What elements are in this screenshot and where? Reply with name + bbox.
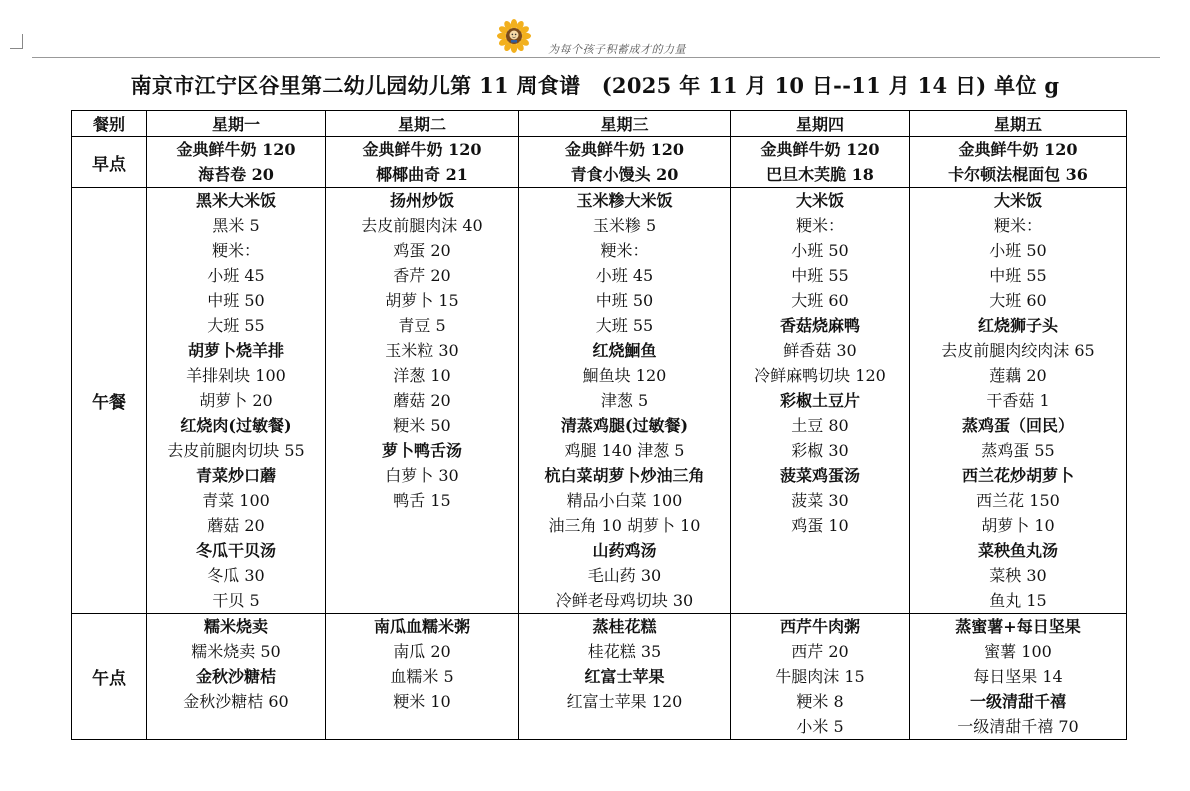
ingredient-line: 粳米 50 bbox=[393, 416, 451, 435]
dish-name: 萝卜鸭舌汤 bbox=[381, 441, 462, 460]
dish-name: 西芹牛肉粥 bbox=[779, 617, 860, 636]
column-header-day: 星期五 bbox=[910, 111, 1127, 137]
dish-name: 红烧鮰鱼 bbox=[592, 341, 657, 360]
ingredient-line: 冷鲜麻鸭切块 120 bbox=[754, 366, 886, 385]
dish-name: 蒸蜜薯+每日坚果 bbox=[955, 617, 1081, 636]
ingredient-line: 蘑菇 20 bbox=[393, 391, 451, 410]
ingredient-line: 干香菇 1 bbox=[986, 391, 1050, 410]
afternoon-snack-row bbox=[72, 614, 1127, 740]
meal-type-label: 午点 bbox=[72, 614, 147, 740]
ingredient-line: 鮰鱼块 120 bbox=[582, 366, 667, 385]
dish-name: 清蒸鸡腿(过敏餐) bbox=[560, 416, 689, 435]
ingredient-line: 香芹 20 bbox=[393, 266, 451, 285]
table-header-row bbox=[72, 111, 1127, 137]
ingredient-line: 中班 55 bbox=[989, 266, 1047, 285]
dish-name: 糯米烧卖 bbox=[203, 617, 268, 636]
ingredient-line: 大班 55 bbox=[207, 316, 265, 335]
ingredient-line: 菜秧 30 bbox=[989, 566, 1047, 585]
ingredient-line: 大班 55 bbox=[595, 316, 654, 335]
ingredient-line: 大班 60 bbox=[989, 291, 1047, 310]
ingredient-line: 胡萝卜 15 bbox=[385, 291, 459, 310]
ingredient-line: 洋葱 10 bbox=[393, 366, 451, 385]
ingredient-line: 鸡蛋 10 bbox=[791, 516, 849, 535]
ingredient-line: 中班 50 bbox=[595, 291, 654, 310]
ingredient-line: 去皮前腿肉绞肉沫 65 bbox=[941, 341, 1095, 360]
ingredient-line: 去皮前腿肉切块 55 bbox=[167, 441, 305, 460]
dish-name: 红富士苹果 bbox=[584, 667, 665, 686]
dish-name: 杭白菜胡萝卜炒油三角 bbox=[544, 466, 705, 485]
ingredient-line: 西芹 20 bbox=[791, 642, 849, 661]
ingredient-line: 蘑菇 20 bbox=[207, 516, 265, 535]
ingredient-line: 金秋沙糖桔 60 bbox=[183, 692, 289, 711]
ingredient-line: 干贝 5 bbox=[212, 591, 260, 610]
dish-name: 卡尔顿法棍面包 36 bbox=[948, 165, 1088, 184]
menu-cell bbox=[326, 188, 519, 614]
menu-cell bbox=[326, 137, 519, 188]
ingredient-line: 大班 60 bbox=[791, 291, 849, 310]
ingredient-line: 中班 55 bbox=[791, 266, 849, 285]
ingredient-line: 中班 50 bbox=[207, 291, 265, 310]
dish-name: 扬州炒饭 bbox=[389, 191, 454, 210]
dish-name: 南瓜血糯米粥 bbox=[373, 617, 470, 636]
page-corner-mark bbox=[10, 34, 23, 49]
page-title: 南京市江宁区谷里第二幼儿园幼儿第 11 周食谱 (2025 年 11 月 10 日--11 月 14 日) 单位 g bbox=[130, 73, 1060, 98]
ingredient-line: 青豆 5 bbox=[398, 316, 446, 335]
dish-name: 金秋沙糖桔 bbox=[195, 667, 276, 686]
ingredient-line: 胡萝卜 20 bbox=[199, 391, 273, 410]
lunch-row bbox=[72, 188, 1127, 614]
dish-name: 金典鲜牛奶 120 bbox=[565, 140, 684, 159]
column-header-day: 星期一 bbox=[147, 111, 326, 137]
header-divider bbox=[32, 57, 1160, 58]
ingredient-line: 鸭舌 15 bbox=[393, 491, 451, 510]
ingredient-line: 红富士苹果 120 bbox=[566, 692, 683, 711]
ingredient-line: 去皮前腿肉沫 40 bbox=[361, 216, 483, 235]
dish-name: 玉米糁大米饭 bbox=[576, 191, 673, 210]
ingredient-line: 桂花糕 35 bbox=[587, 642, 662, 661]
ingredient-line: 白萝卜 30 bbox=[385, 466, 459, 485]
ingredient-line: 小班 45 bbox=[595, 266, 654, 285]
dish-name: 菠菜鸡蛋汤 bbox=[779, 466, 860, 485]
ingredient-line: 小班 45 bbox=[207, 266, 265, 285]
ingredient-line: 冬瓜 30 bbox=[207, 566, 265, 585]
dish-name: 香菇烧麻鸭 bbox=[779, 316, 860, 335]
dish-name: 西兰花炒胡萝卜 bbox=[961, 466, 1074, 485]
dish-name: 金典鲜牛奶 120 bbox=[958, 140, 1078, 159]
ingredient-line: 毛山药 30 bbox=[587, 566, 662, 585]
dish-name: 蒸鸡蛋（回民） bbox=[961, 416, 1074, 435]
ingredient-line: 小班 50 bbox=[989, 241, 1047, 260]
meal-type-label: 早点 bbox=[72, 137, 147, 188]
ingredient-line: 鸡蛋 20 bbox=[393, 241, 451, 260]
dish-name: 菜秧鱼丸汤 bbox=[977, 541, 1058, 560]
menu-cell bbox=[147, 188, 326, 614]
ingredient-line: 菠菜 30 bbox=[791, 491, 849, 510]
menu-cell bbox=[910, 188, 1127, 614]
dish-name: 椰椰曲奇 21 bbox=[376, 165, 468, 184]
menu-cell bbox=[731, 188, 910, 614]
weekly-menu-table bbox=[71, 110, 1127, 740]
ingredient-line: 胡萝卜 10 bbox=[981, 516, 1055, 535]
ingredient-line: 血糯米 5 bbox=[390, 667, 454, 686]
sunflower-logo-icon bbox=[497, 19, 531, 53]
ingredient-line: 莲藕 20 bbox=[989, 366, 1047, 385]
menu-cell bbox=[326, 614, 519, 740]
dish-name: 金典鲜牛奶 120 bbox=[362, 140, 482, 159]
ingredient-line: 彩椒 30 bbox=[791, 441, 849, 460]
dish-name: 金典鲜牛奶 120 bbox=[176, 140, 296, 159]
dish-name: 红烧狮子头 bbox=[977, 316, 1058, 335]
ingredient-line: 粳米： bbox=[795, 216, 844, 235]
dish-name: 金典鲜牛奶 120 bbox=[760, 140, 880, 159]
menu-cell bbox=[519, 614, 731, 740]
ingredient-line: 每日坚果 14 bbox=[973, 667, 1063, 686]
dish-name: 冬瓜干贝汤 bbox=[195, 541, 276, 560]
column-header-day: 星期四 bbox=[731, 111, 910, 137]
ingredient-line: 牛腿肉沫 15 bbox=[775, 667, 865, 686]
ingredient-line: 黑米 5 bbox=[212, 216, 260, 235]
ingredient-line: 小米 5 bbox=[796, 717, 844, 736]
ingredient-line: 鲜香菇 30 bbox=[783, 341, 857, 360]
ingredient-line: 粳米： bbox=[600, 241, 649, 260]
dish-name: 胡萝卜烧羊排 bbox=[187, 341, 284, 360]
dish-name: 大米饭 bbox=[993, 191, 1042, 210]
ingredient-line: 羊排剁块 100 bbox=[186, 366, 286, 385]
dish-name: 黑米大米饭 bbox=[195, 191, 276, 210]
dish-name: 青食小馒头 20 bbox=[570, 165, 679, 184]
ingredient-line: 津葱 5 bbox=[600, 391, 649, 410]
ingredient-line: 精品小白菜 100 bbox=[566, 491, 683, 510]
ingredient-line: 小班 50 bbox=[791, 241, 849, 260]
column-header-day: 星期二 bbox=[326, 111, 519, 137]
column-header-day: 星期三 bbox=[519, 111, 731, 137]
dish-name: 海苔卷 20 bbox=[198, 165, 274, 184]
ingredient-line: 鸡腿 140 津葱 5 bbox=[564, 441, 685, 460]
menu-cell bbox=[731, 614, 910, 740]
dish-name: 彩椒土豆片 bbox=[779, 391, 860, 410]
dish-name: 青菜炒口蘑 bbox=[195, 466, 276, 485]
ingredient-line: 土豆 80 bbox=[791, 416, 849, 435]
menu-cell bbox=[731, 137, 910, 188]
header-slogan: 为每个孩子积蓄成才的力量 bbox=[548, 43, 686, 56]
ingredient-line: 玉米糁 5 bbox=[592, 216, 657, 235]
ingredient-line: 鱼丸 15 bbox=[989, 591, 1047, 610]
dish-name: 巴旦木芙脆 18 bbox=[766, 165, 874, 184]
ingredient-line: 南瓜 20 bbox=[393, 642, 451, 661]
dish-name: 大米饭 bbox=[795, 191, 844, 210]
ingredient-line: 一级清甜千禧 70 bbox=[957, 717, 1079, 736]
ingredient-line: 蜜薯 100 bbox=[984, 642, 1052, 661]
ingredient-line: 玉米粒 30 bbox=[385, 341, 459, 360]
menu-cell bbox=[147, 614, 326, 740]
ingredient-line: 油三角 10 胡萝卜 10 bbox=[548, 516, 701, 535]
column-header-meal: 餐别 bbox=[72, 111, 147, 137]
ingredient-line: 粳米： bbox=[993, 216, 1042, 235]
breakfast-row bbox=[72, 137, 1127, 188]
ingredient-line: 粳米： bbox=[211, 241, 260, 260]
ingredient-line: 粳米 8 bbox=[796, 692, 844, 711]
dish-name: 山药鸡汤 bbox=[592, 541, 657, 560]
menu-cell bbox=[910, 614, 1127, 740]
menu-cell bbox=[519, 137, 731, 188]
ingredient-line: 冷鲜老母鸡切块 30 bbox=[555, 591, 694, 610]
menu-cell bbox=[147, 137, 326, 188]
dish-name: 一级清甜千禧 bbox=[969, 692, 1066, 711]
meal-type-label: 午餐 bbox=[72, 188, 147, 614]
ingredient-line: 粳米 10 bbox=[393, 692, 451, 711]
ingredient-line: 青菜 100 bbox=[202, 491, 270, 510]
menu-cell bbox=[910, 137, 1127, 188]
dish-name: 蒸桂花糕 bbox=[592, 617, 657, 636]
ingredient-line: 西兰花 150 bbox=[976, 491, 1060, 510]
ingredient-line: 蒸鸡蛋 55 bbox=[981, 441, 1055, 460]
dish-name: 红烧肉(过敏餐) bbox=[180, 416, 292, 435]
menu-cell bbox=[519, 188, 731, 614]
ingredient-line: 糯米烧卖 50 bbox=[191, 642, 281, 661]
